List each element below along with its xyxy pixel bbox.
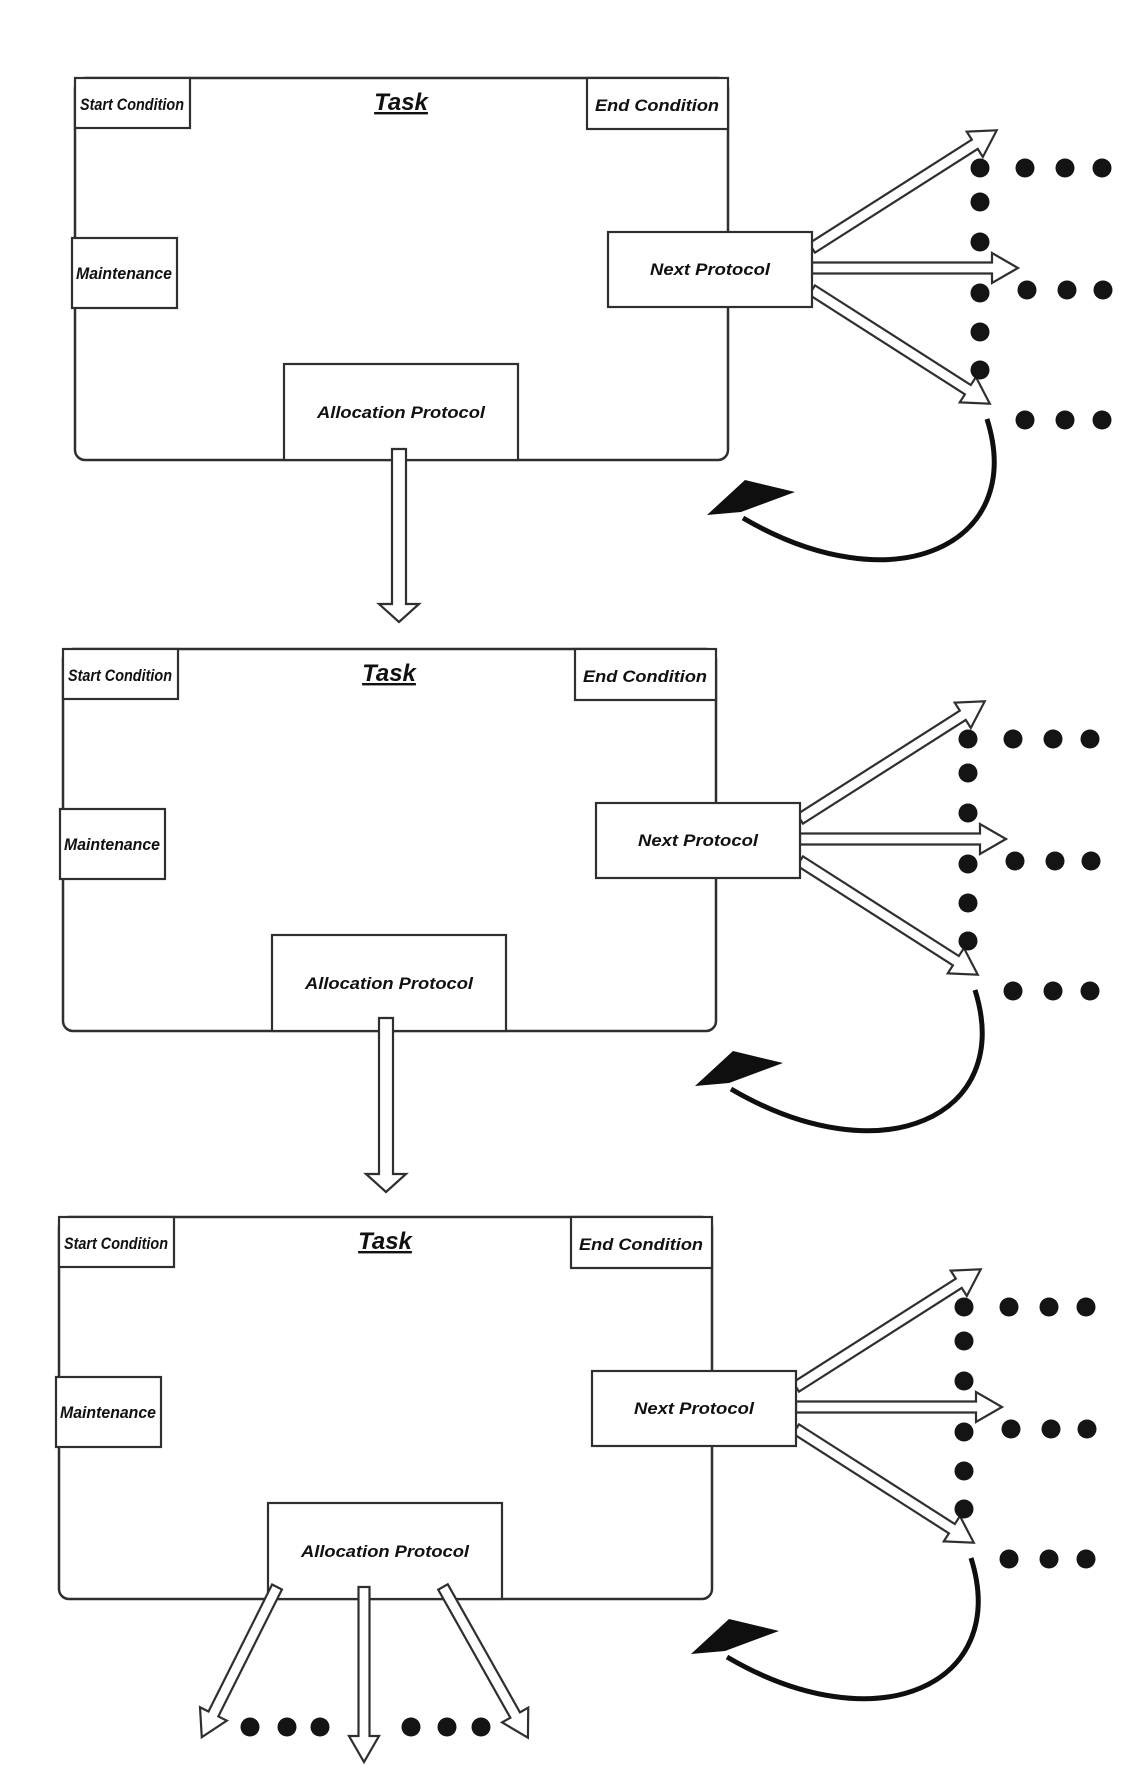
task-block-2 xyxy=(60,649,1101,1131)
end-condition-label: End Condition xyxy=(579,1235,703,1254)
bottom-ellipsis-right xyxy=(402,1718,491,1737)
bottom-ellipsis-left xyxy=(241,1718,330,1737)
task-title: Task xyxy=(362,660,416,687)
connector-arrow-block2-block3-icon xyxy=(366,1018,406,1192)
end-condition-label: End Condition xyxy=(595,96,719,115)
maintenance-label: Maintenance xyxy=(60,1403,156,1422)
start-condition-label: Start Condition xyxy=(64,1234,168,1253)
maintenance-label: Maintenance xyxy=(64,835,160,854)
spawn-arrow-middle-icon xyxy=(349,1587,379,1762)
maintenance-label: Maintenance xyxy=(76,264,172,283)
task-block-1 xyxy=(72,78,1113,560)
task-block-3 xyxy=(56,1217,1097,1699)
next-protocol-label: Next Protocol xyxy=(634,1399,756,1418)
bottom-fan-arrows xyxy=(188,1580,541,1762)
next-protocol-label: Next Protocol xyxy=(638,831,760,850)
allocation-protocol-label: Allocation Protocol xyxy=(299,1542,471,1561)
allocation-protocol-label: Allocation Protocol xyxy=(303,974,475,993)
next-protocol-label: Next Protocol xyxy=(650,260,772,279)
connector-arrow-block1-block2-icon xyxy=(379,449,419,622)
task-title: Task xyxy=(358,1228,412,1255)
start-condition-label: Start Condition xyxy=(80,95,184,114)
allocation-protocol-label: Allocation Protocol xyxy=(315,403,487,422)
task-title: Task xyxy=(374,89,428,116)
end-condition-label: End Condition xyxy=(583,667,707,686)
start-condition-label: Start Condition xyxy=(68,666,172,685)
spawn-arrow-left-icon xyxy=(188,1580,290,1744)
